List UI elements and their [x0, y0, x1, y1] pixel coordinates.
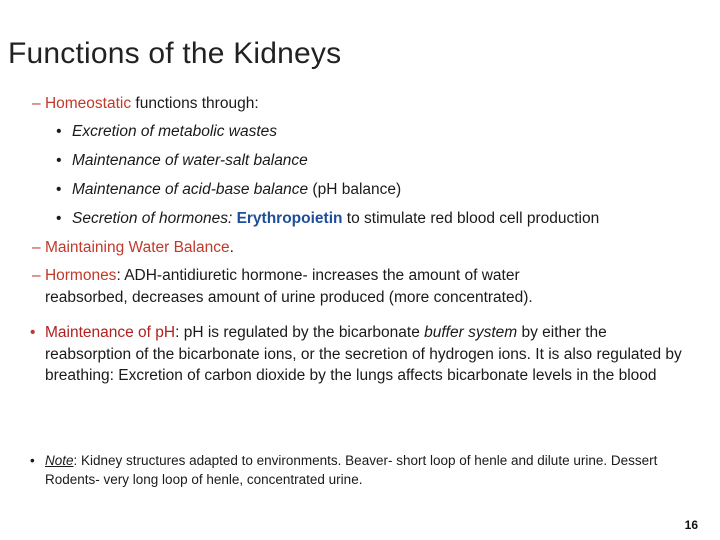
bullet-marker: •: [56, 210, 62, 227]
bullet-item-1: [56, 121, 277, 142]
hormones-line-1: [32, 265, 520, 286]
hormones-label: Hormones: [44, 267, 117, 284]
note-label: Note: [45, 453, 74, 468]
bullet-text-normal: (pH balance): [308, 181, 402, 198]
buffer-system-term: buffer system: [424, 324, 518, 341]
bullet-marker: •: [30, 324, 36, 341]
bullet-text-italic: Secretion of hormones:: [72, 210, 237, 227]
homeostatic-rest: functions through:: [131, 95, 259, 112]
bullet-item-3: [56, 179, 401, 200]
hormones-text-1: : ADH-antidiuretic hormone- increases the amount of water: [116, 267, 520, 284]
water-balance-rest: .: [229, 239, 234, 256]
dash-marker: –: [32, 95, 41, 112]
note-text: [45, 451, 698, 489]
bullet-marker: •: [30, 453, 35, 468]
homeostatic-line: [32, 93, 259, 114]
bullet-item-2: [56, 150, 308, 171]
erythropoietin-term: Erythropoietin: [236, 210, 343, 227]
bullet-marker: •: [56, 123, 62, 140]
note-body: : Kidney structures adapted to environments. Beaver- short loop of henle and dilute urine. Dessert Rodents- very long loop of henle, concentrated urine.: [45, 453, 658, 487]
dash-marker: –: [32, 267, 41, 284]
note-paragraph: [30, 451, 698, 489]
bullet-text: Maintenance of water-salt balance: [72, 152, 308, 169]
bullet-item-4: [56, 208, 599, 229]
bullet-text: Excretion of metabolic wastes: [72, 123, 278, 140]
ph-text: [45, 322, 696, 387]
page-number: 16: [684, 518, 698, 532]
bullet-text-normal: to stimulate red blood cell production: [342, 210, 600, 227]
bullet-marker: •: [56, 181, 62, 198]
bullet-marker: •: [56, 152, 62, 169]
ph-label: Maintenance of pH: [45, 324, 176, 341]
dash-marker: –: [32, 239, 41, 256]
hormones-line-2: reabsorbed, decreases amount of urine produced (more concentrated).: [45, 289, 533, 306]
water-balance-line: [32, 237, 234, 258]
slide-title: Functions of the Kidneys: [8, 37, 342, 70]
ph-text-2: by either the reabsorption of the bicarbonate ions, or the secretion of hydrogen ions. It is also regulated by breathing: Excretion of carbon dioxide by the lungs affects bicarbonate levels in the blood: [45, 324, 682, 384]
ph-text-1: : pH is regulated by the bicarbonate: [175, 324, 425, 341]
bullet-text-italic: Maintenance of acid-base balance: [72, 181, 309, 198]
water-balance-label: Maintaining Water Balance: [44, 239, 230, 256]
ph-paragraph: [30, 322, 696, 387]
homeostatic-label: Homeostatic: [44, 95, 132, 112]
